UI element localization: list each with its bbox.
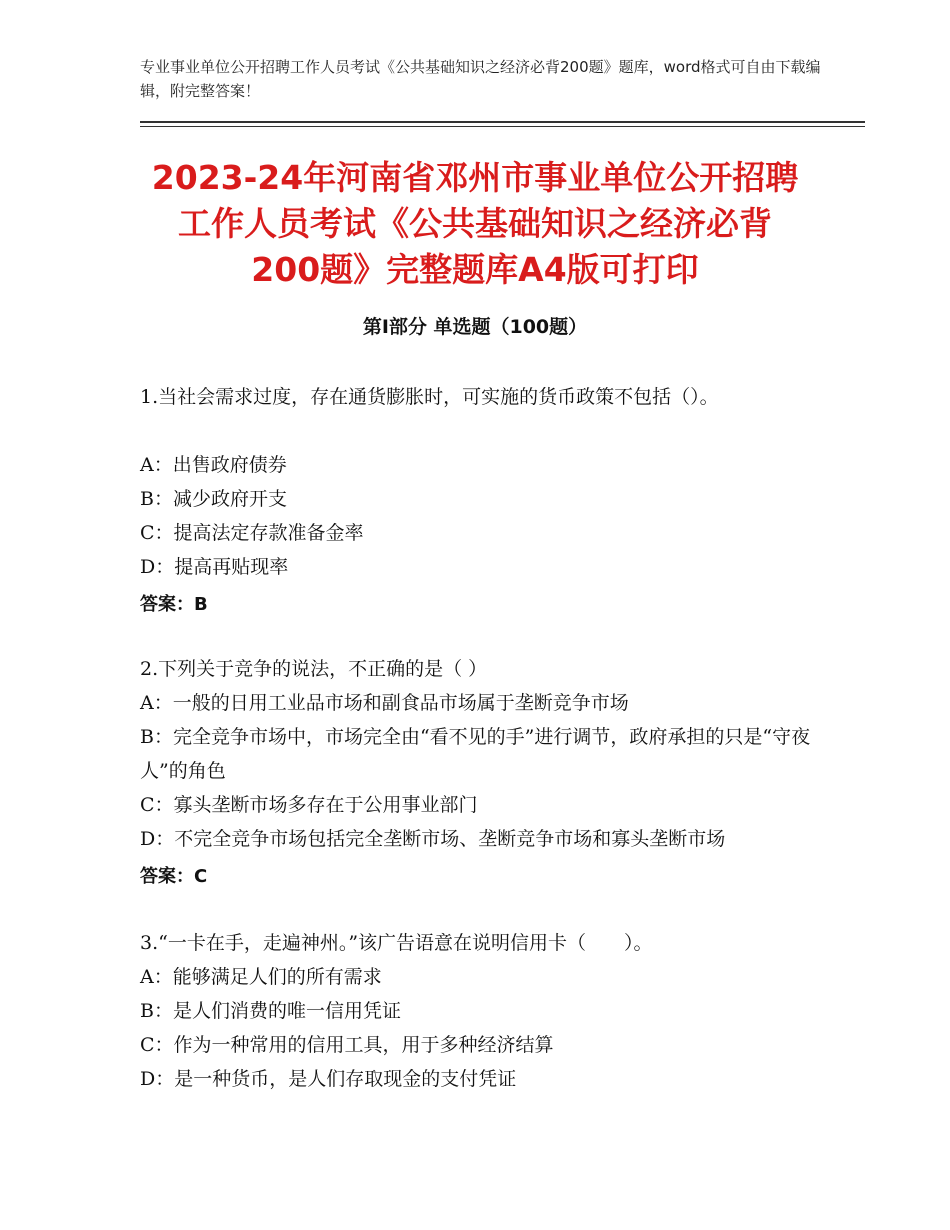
question-text: 3.“一卡在手，走遍神州。”该广告语意在说明信用卡（ ）。 [140, 932, 653, 954]
option-a: A：一般的日用工业品市场和副食品市场属于垄断竞争市场 [140, 692, 629, 714]
section-title: 第Ⅰ部分 单选题（100题） [362, 316, 588, 338]
option-a: A：出售政府债券 [140, 454, 287, 476]
title-line: 2023-24年河南省邓州市事业单位公开招聘 [151, 158, 799, 197]
header-divider-thin [140, 126, 865, 127]
header-divider-thick [140, 121, 865, 123]
option-d: D：是一种货币，是人们存取现金的支付凭证 [140, 1068, 517, 1090]
option-b: B：是人们消费的唯一信用凭证 [140, 1000, 401, 1022]
answer-label: 答案：B [140, 594, 208, 615]
question-text: 2.下列关于竞争的说法，不正确的是（ ） [140, 658, 488, 680]
option-c: C：提高法定存款准备金率 [140, 522, 364, 544]
option-d: D：不完全竞争市场包括完全垄断市场、垄断竞争市场和寡头垄断市场 [140, 828, 726, 850]
title-line: 工作人员考试《公共基础知识之经济必背 [178, 204, 772, 243]
option-c: C：作为一种常用的信用工具，用于多种经济结算 [140, 1034, 554, 1056]
question-text: 1.当社会需求过度，存在通货膨胀时，可实施的货币政策不包括（）。 [140, 386, 719, 408]
option-b: B：减少政府开支 [140, 488, 287, 510]
option-d: D：提高再贴现率 [140, 556, 289, 578]
option-a: A：能够满足人们的所有需求 [140, 966, 382, 988]
answer-label: 答案：C [140, 866, 208, 887]
option-b: B：完全竞争市场中，市场完全由“看不见的手”进行调节，政府承担的只是“守夜人”的角色 [140, 726, 811, 782]
document-title [100, 155, 850, 293]
header-note: 专业事业单位公开招聘工作人员考试《公共基础知识之经济必背200题》题库，word格式可自由下载编辑，附完整答案！ [140, 58, 821, 100]
option-c: C：寡头垄断市场多存在于公用事业部门 [140, 794, 478, 816]
title-line: 200题》完整题库A4版可打印 [251, 250, 699, 289]
